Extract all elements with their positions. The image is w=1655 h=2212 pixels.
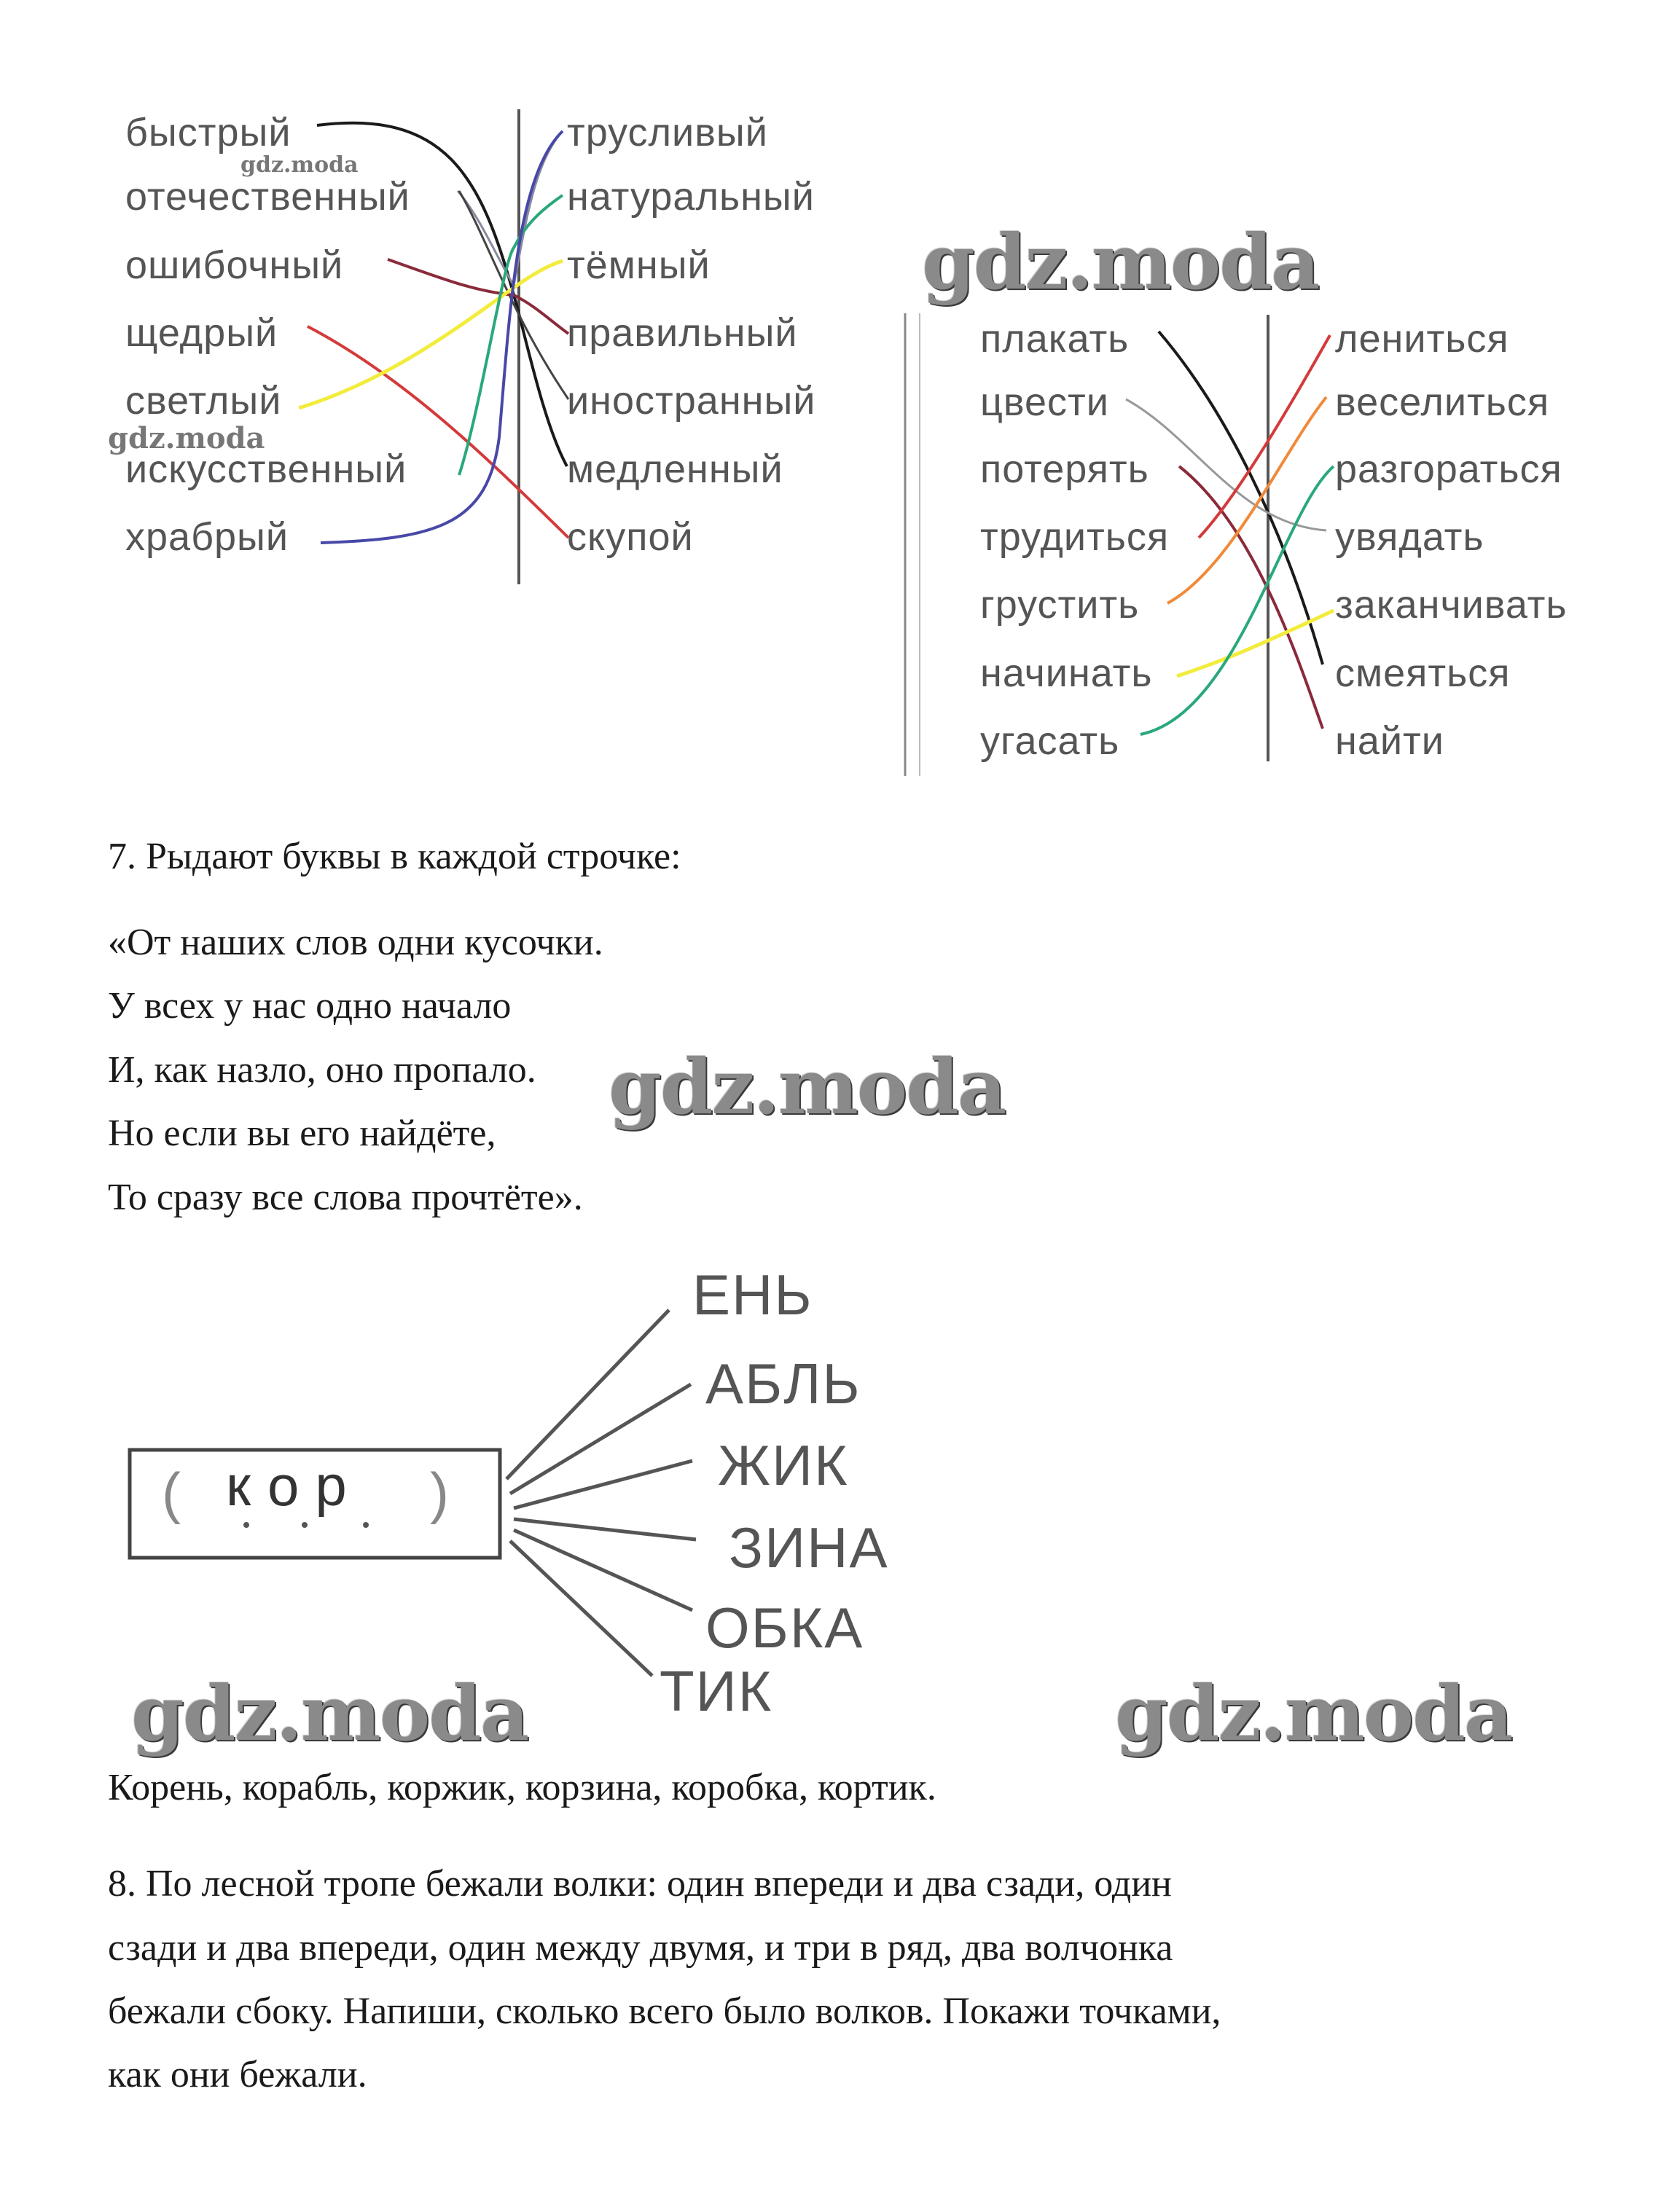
line-tsvesti-uvyadat xyxy=(1126,399,1326,530)
d2-right-word: веселиться xyxy=(1335,380,1550,424)
dot-o xyxy=(302,1522,308,1528)
d2-right-word: разгораться xyxy=(1335,447,1562,491)
d2-right-word: смеяться xyxy=(1335,651,1511,695)
line-ugasat-razgoratsya xyxy=(1140,466,1334,734)
d1-right-word: правильный xyxy=(567,311,798,355)
task8-line: 8. По лесной тропе бежали волки: один впереди и два сзади, один xyxy=(108,1863,1172,1905)
dot-r xyxy=(363,1522,369,1528)
d2-left-word: грустить xyxy=(980,583,1140,627)
box-open-paren: ( xyxy=(162,1461,182,1525)
d1-left-word: щедрый xyxy=(125,311,278,355)
d1-right-word: тёмный xyxy=(567,243,711,287)
watermark: gdz.moda xyxy=(609,1042,1006,1132)
task8-line: сзади и два впереди, один между двумя, и три в ряд, два волчонка xyxy=(108,1927,1173,1969)
d2-left-word: угасать xyxy=(980,719,1120,763)
d2-right-word: найти xyxy=(1335,719,1444,763)
box-root: кор xyxy=(226,1454,363,1518)
d1-right-word: скупой xyxy=(567,515,694,559)
d2-left-word: цвести xyxy=(980,380,1109,424)
task8-line: как они бежали. xyxy=(108,2054,367,2095)
d1-left-word: светлый xyxy=(125,379,282,423)
d2-left-word: трудиться xyxy=(980,515,1170,559)
watermark: gdz.moda xyxy=(922,217,1319,307)
box-close-paren: ) xyxy=(430,1461,450,1525)
d2-left-word: плакать xyxy=(980,317,1130,361)
watermark: gdz.moda xyxy=(1115,1668,1512,1758)
d2-left-word: потерять xyxy=(980,447,1149,491)
poem-line: То сразу все слова прочтёте». xyxy=(108,1177,583,1218)
line-iskusstvennyi-naturalnyi xyxy=(459,195,563,475)
ending: ЕНЬ xyxy=(692,1263,813,1327)
watermark-small: gdz.moda xyxy=(108,421,265,455)
watermark-small: gdz.moda xyxy=(240,152,359,178)
poem-line: У всех у нас одно начало xyxy=(108,985,512,1027)
connector-zina xyxy=(514,1519,696,1540)
d1-left-word: быстрый xyxy=(125,111,292,154)
dot-k xyxy=(243,1522,249,1528)
d1-left-word: храбрый xyxy=(125,515,289,559)
poem-line: И, как назло, оно пропало. xyxy=(108,1049,536,1091)
poem-line: Но если вы его найдёте, xyxy=(108,1113,496,1154)
ending: АБЛЬ xyxy=(705,1352,861,1416)
ending: ОБКА xyxy=(705,1596,864,1660)
ending: ЖИК xyxy=(718,1433,849,1497)
d2-right-word: увядать xyxy=(1335,515,1484,559)
d2-right-word: заканчивать xyxy=(1335,583,1568,627)
ending: ЗИНА xyxy=(729,1515,889,1580)
d1-right-word: иностранный xyxy=(567,379,816,423)
d2-left-word: начинать xyxy=(980,651,1153,695)
d1-left-word: искусственный xyxy=(125,447,407,491)
line-plakat-smeyatsya xyxy=(1159,332,1323,664)
watermark: gdz.moda xyxy=(131,1668,528,1758)
d1-left-word: ошибочный xyxy=(125,243,344,287)
task8-line: бежали сбоку. Напиши, сколько всего было волков. Покажи точками, xyxy=(108,1991,1221,2032)
d2-right-word: лениться xyxy=(1335,317,1509,361)
ending: ТИК xyxy=(660,1659,773,1723)
connector-abl xyxy=(510,1384,691,1494)
task7-heading: 7. Рыдают буквы в каждой строчке: xyxy=(108,836,681,877)
d1-right-word: медленный xyxy=(567,447,783,491)
line-nachinat-zakanchivat xyxy=(1177,611,1334,676)
poem-line: «От наших слов одни кусочки. xyxy=(108,922,603,963)
task7-answer: Корень, корабль, коржик, корзина, коробка, кортик. xyxy=(108,1767,936,1808)
d1-right-word: трусливый xyxy=(567,111,768,154)
d1-left-word: отечественный xyxy=(125,175,410,219)
connector-en xyxy=(506,1310,669,1479)
connector-zhik xyxy=(514,1461,692,1508)
d1-right-word: натуральный xyxy=(567,175,815,219)
